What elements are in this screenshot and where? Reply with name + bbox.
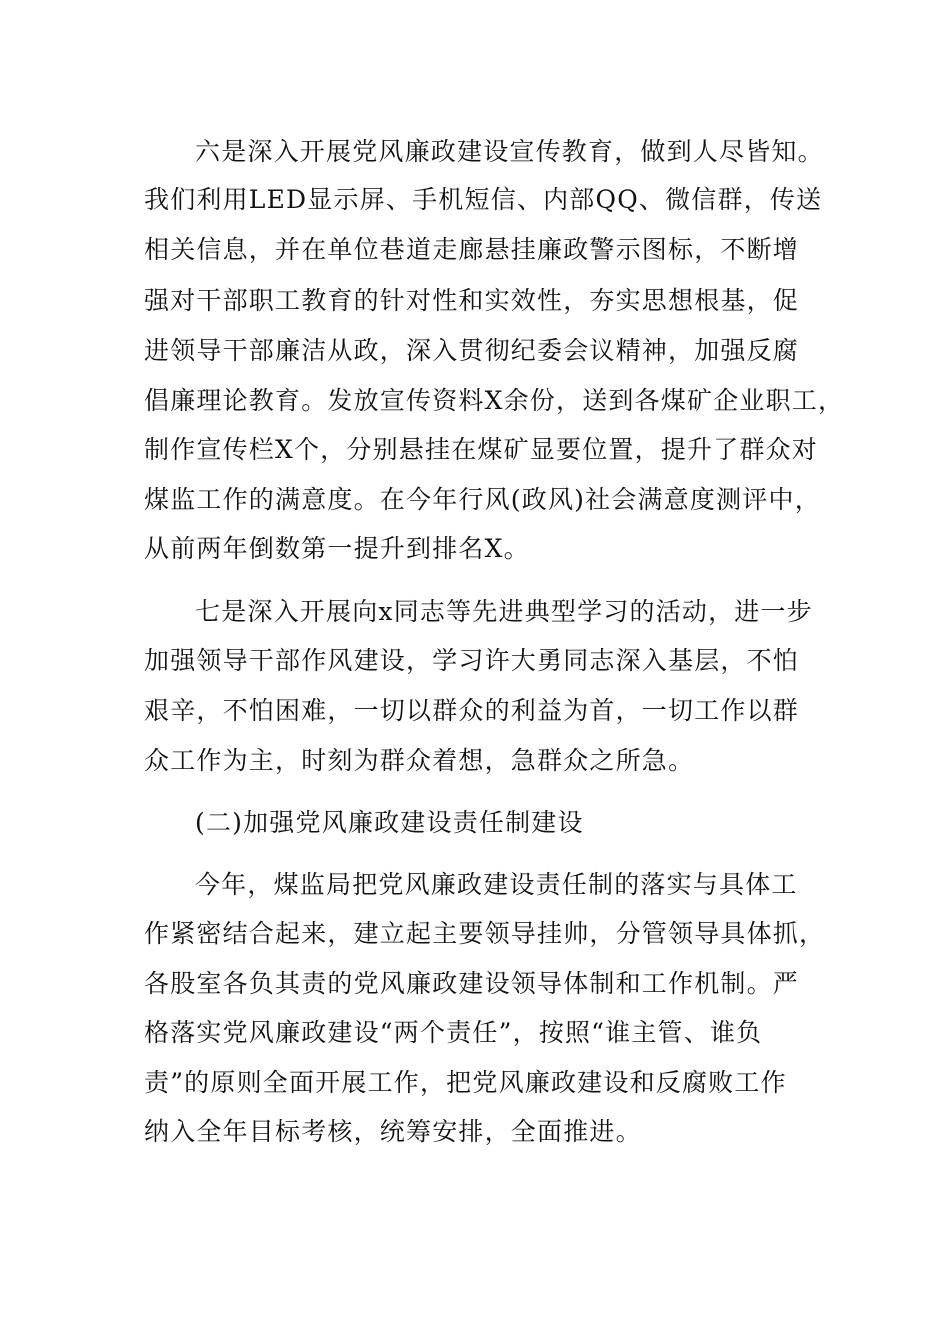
text-line: 加强领导干部作风建设，学习许大勇同志深入基层，不怕: [144, 646, 800, 675]
text-line: 强对干部职工教育的针对性和实效性，夯实思想根基，促: [144, 286, 800, 315]
text-line: 责”的原则全面开展工作，把党风廉政建设和反腐败工作: [144, 1068, 787, 1097]
text-line: 制作宣传栏X个，分别悬挂在煤矿显要位置，提升了群众对: [144, 435, 819, 464]
text-line: 进领导干部廉洁从政，深入贯彻纪委会议精神，加强反腐: [144, 336, 800, 365]
text-line: 今年，煤监局把党风廉政建设责任制的落实与具体工: [195, 870, 798, 899]
text-line: 众工作为主，时刻为群众着想，急群众之所急。: [144, 746, 695, 775]
text-line: 格落实党风廉政建设“两个责任”，按照“谁主管、谁负: [144, 1018, 763, 1047]
text-line: 六是深入开展党风廉政建设宣传教育，做到人尽皆知。: [195, 137, 824, 166]
text-line: 相关信息，并在单位巷道走廊悬挂廉政警示图标，不断增: [144, 235, 800, 264]
text-line: 煤监工作的满意度。在今年行风(政风)社会满意度测评中，: [144, 485, 821, 514]
section-heading: (二)加强党风廉政建设责任制建设: [195, 808, 584, 837]
text-line: 七是深入开展向x同志等先进典型学习的活动，进一步: [195, 597, 813, 626]
text-line: 从前两年倒数第一提升到排名X。: [144, 534, 530, 563]
text-line: 纳入全年目标考核，统筹安排，全面推进。: [144, 1117, 642, 1146]
text-line: 倡廉理论教育。发放宣传资料X余份，送到各煤矿企业职工，: [144, 386, 845, 415]
text-line: 我们利用LED显示屏、手机短信、内部QQ、微信群，传送: [144, 185, 823, 214]
text-line: 艰辛，不怕困难，一切以群众的利益为首，一切工作以群: [144, 696, 800, 725]
text-line: 各股室各负其责的党风廉政建设领导体制和工作机制。严: [144, 969, 800, 998]
text-line: 作紧密结合起来，建立起主要领导挂帅，分管领导具体抓，: [144, 919, 826, 948]
